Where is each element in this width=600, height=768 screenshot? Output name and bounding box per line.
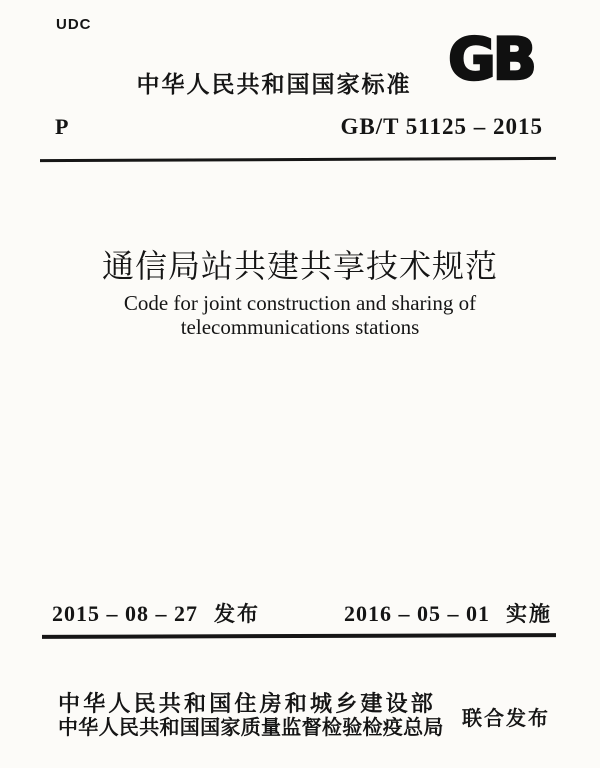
english-title-line1: Code for joint construction and sharing of [123,291,477,315]
gb-logo [443,29,539,87]
issue-date-group [52,598,260,628]
joint-publish-label: 联合发布 [462,708,550,730]
implement-label: 实施 [506,603,552,626]
top-rule [40,157,556,162]
classification-code: P [55,114,69,139]
publishers-block [58,691,444,740]
national-standard-caption: 中华人民共和国国家标准 [136,71,412,97]
implement-date: 2016 – 05 – 01 [344,601,490,626]
issue-label: 发布 [214,603,260,626]
udc-label: UDC [56,16,92,33]
english-title-line2: telecommunications stations [180,315,420,339]
standard-number: GB/T 51125 – 2015 [340,114,543,139]
english-title [0,291,600,339]
publisher-line1: 中华人民共和国住房和城乡建设部 [58,691,437,716]
chinese-title: 通信局站共建共享技术规范 [101,248,498,284]
bottom-rule [42,633,556,639]
publisher-line2: 中华人民共和国国家质量监督检验检疫总局 [58,717,444,739]
issue-date: 2015 – 08 – 27 [52,601,198,626]
implement-date-group [344,598,552,628]
gb-logo-text: GB [448,29,534,87]
